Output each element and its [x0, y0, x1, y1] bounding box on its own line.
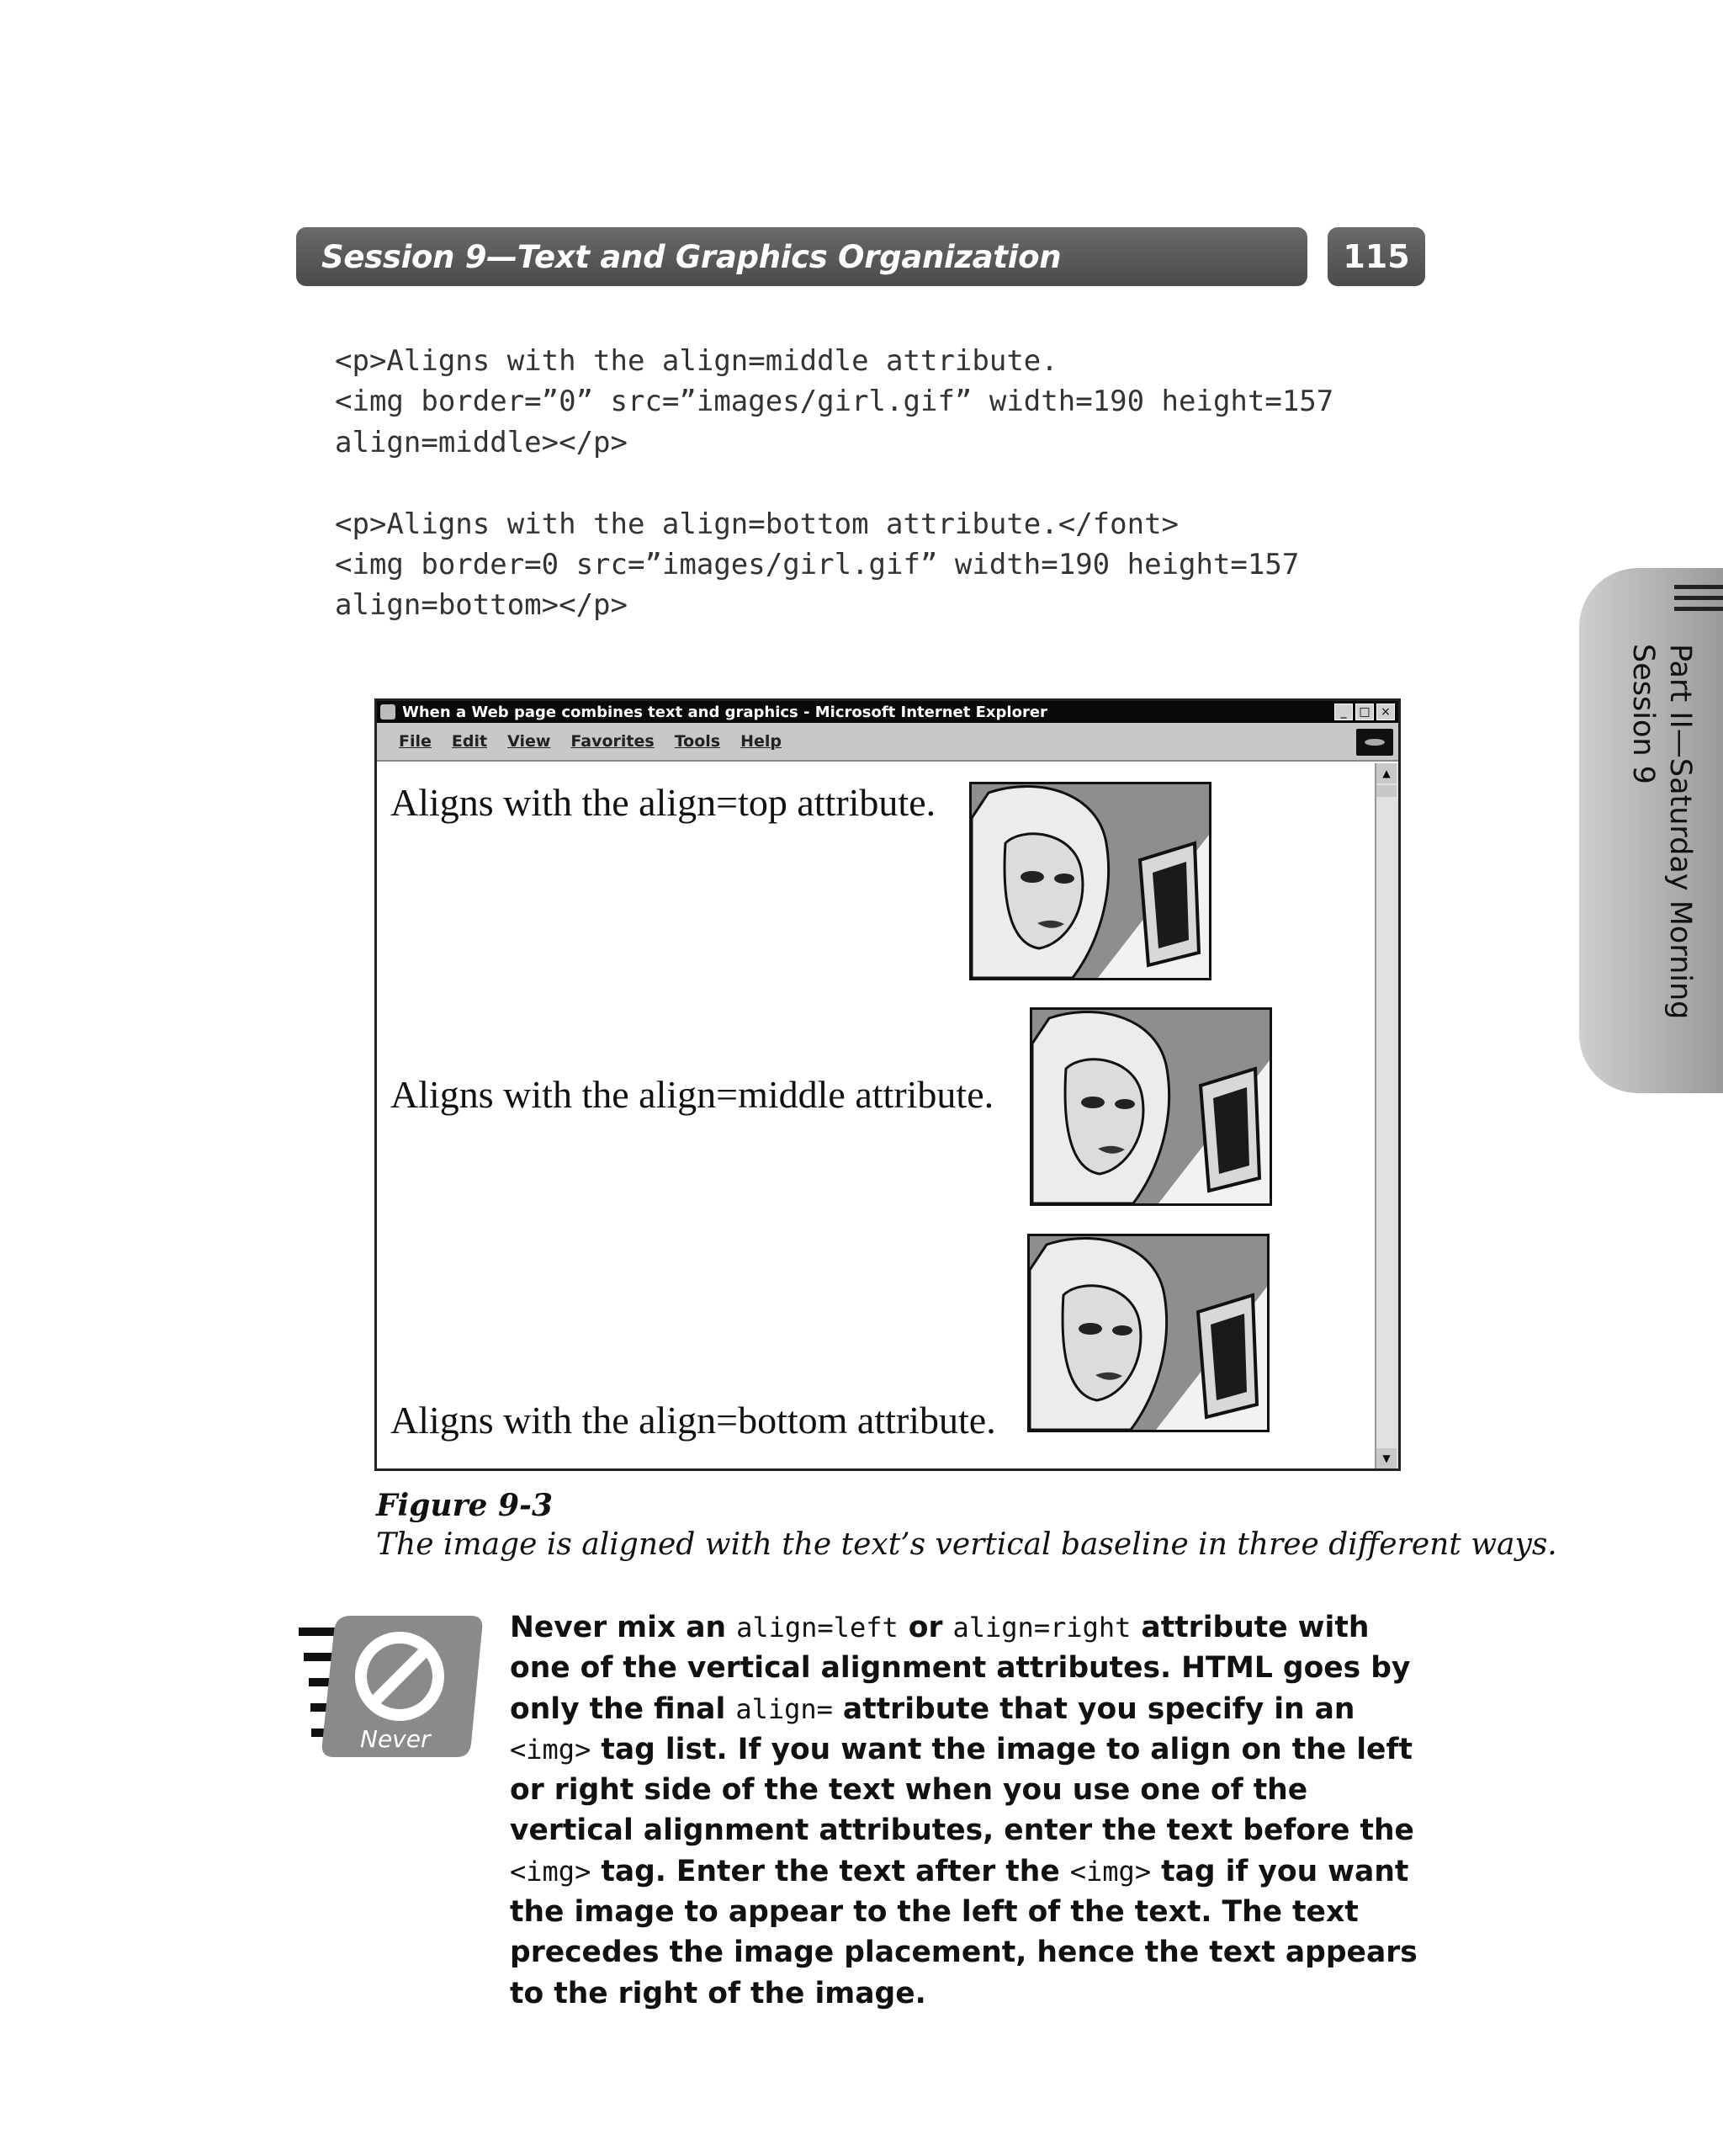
code-line: <img border=”0” src=”images/girl.gif” width=190 height=157	[335, 385, 1334, 419]
scroll-up-icon[interactable]: ▲	[1376, 763, 1397, 783]
browser-titlebar	[377, 701, 1398, 723]
girl-image	[1030, 1007, 1272, 1206]
side-tab-part: Part II—Saturday Morning	[1663, 644, 1697, 1020]
note-code-segment: <img>	[510, 1733, 591, 1766]
code-line: <img border=0 src=”images/girl.gif” width=190 height=157	[335, 548, 1300, 582]
note-text-segment: attribute with one of the vertical alignment attributes. HTML goes by only the final	[510, 1611, 1411, 1726]
code-listing	[335, 341, 1333, 626]
girl-image	[969, 782, 1211, 980]
note-text-segment: attribute that you specify in an	[832, 1691, 1355, 1726]
menu-edit[interactable]: Edit	[451, 732, 488, 751]
note-code-segment: <img>	[1069, 1855, 1152, 1888]
note-text-segment: tag if you want the image to appear to the left of the text. The text precedes the image placement, hence the text appears to the right of the image.	[510, 1854, 1418, 2010]
note-code-segment: align=right	[952, 1612, 1132, 1644]
header-title: Session 9—Text and Graphics Organization	[321, 238, 1062, 275]
menu-help[interactable]: Help	[740, 732, 782, 751]
never-note-paragraph	[510, 1607, 1427, 2014]
menu-view[interactable]: View	[507, 732, 551, 751]
side-tab-text	[1589, 644, 1699, 1081]
row-text-bottom: Aligns with the align=bottom attribute.	[390, 1399, 996, 1442]
browser-title: When a Web page combines text and graphics - Microsoft Internet Explorer	[402, 703, 1047, 721]
note-text-segment: or	[898, 1611, 953, 1644]
code-line: <p>Aligns with the align=bottom attribute.</font>	[335, 507, 1180, 541]
running-header	[296, 227, 1307, 286]
page-number-box	[1328, 227, 1425, 286]
minimize-icon[interactable]: _	[1334, 704, 1353, 720]
note-code-segment: align=	[735, 1692, 833, 1725]
note-text-segment: tag list. If you want the image to align on the left or right side of the text when you use one of the vertical alignment attributes, enter the text before the	[510, 1732, 1414, 1848]
girl-illustration	[1030, 1236, 1267, 1430]
browser-window-screenshot	[374, 698, 1401, 1471]
tab-lines-decoration	[1674, 585, 1723, 618]
scroll-thumb[interactable]	[1376, 785, 1397, 797]
note-code-segment: <img>	[510, 1855, 591, 1888]
maximize-icon[interactable]: □	[1355, 704, 1374, 720]
browser-viewport	[377, 763, 1376, 1468]
note-text-segment: Never mix an	[510, 1611, 737, 1644]
girl-image	[1027, 1234, 1270, 1432]
scroll-down-icon[interactable]: ▼	[1376, 1448, 1397, 1468]
menu-file[interactable]: File	[399, 732, 432, 751]
note-code-segment: align=left	[736, 1612, 899, 1644]
never-icon-label: Never	[360, 1725, 431, 1753]
figure-label: Figure 9-3	[376, 1488, 554, 1523]
note-text-segment: tag. Enter the text after the	[591, 1854, 1070, 1888]
row-text-middle: Aligns with the align=middle attribute.	[390, 1073, 994, 1116]
menu-tools[interactable]: Tools	[674, 732, 721, 751]
windows-logo-icon	[1356, 729, 1393, 756]
code-line: <p>Aligns with the align=middle attribute.	[335, 344, 1058, 378]
page-number: 115	[1343, 238, 1410, 275]
girl-illustration	[972, 784, 1209, 978]
girl-illustration	[1032, 1010, 1270, 1203]
figure-caption: The image is aligned with the text’s vertical baseline in three different ways.	[376, 1527, 1557, 1562]
row-text-top: Aligns with the align=top attribute.	[390, 781, 936, 824]
browser-menubar	[377, 723, 1398, 762]
close-icon[interactable]: ×	[1376, 704, 1395, 720]
part-side-tab	[1579, 568, 1723, 1093]
vertical-scrollbar[interactable]	[1375, 763, 1398, 1468]
menu-favorites[interactable]: Favorites	[570, 732, 655, 751]
code-line: align=middle></p>	[335, 425, 628, 459]
code-line: align=bottom></p>	[335, 588, 628, 623]
side-tab-session: Session 9	[1626, 644, 1660, 784]
ie-icon	[380, 704, 395, 720]
